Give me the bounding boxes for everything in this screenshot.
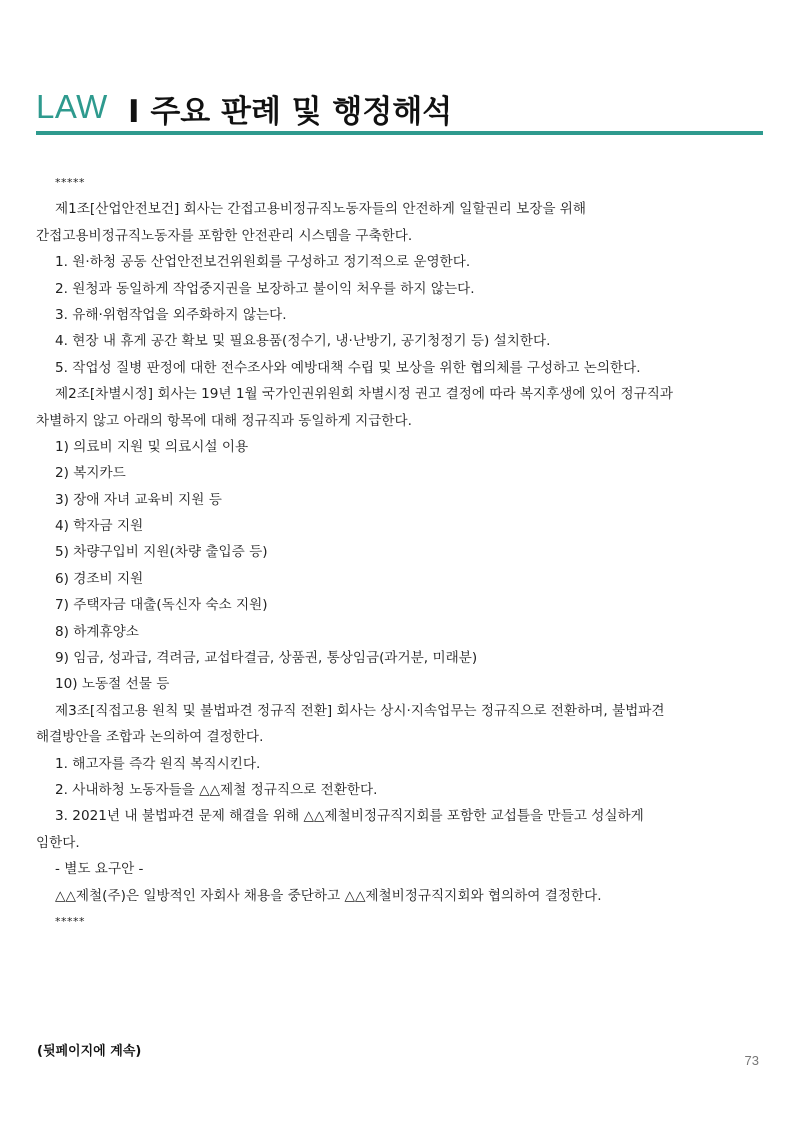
text-line: 2. 원청과 동일하게 작업중지권을 보장하고 불이익 처우를 하지 않는다.	[55, 280, 475, 297]
text-line: 제1조[산업안전보건] 회사는 간접고용비정규직노동자들의 안전하게 일할권리 보장을 위해	[55, 201, 587, 218]
text-line: 4) 학자금 지원	[55, 518, 144, 535]
page-number: 73	[744, 1053, 759, 1068]
text-line: 3. 유해·위험작업을 외주화하지 않는다.	[55, 306, 287, 323]
text-line: 2) 복지카드	[55, 465, 126, 482]
text-line: 임한다.	[36, 834, 80, 851]
document-body	[36, 170, 756, 935]
text-line: 5. 작업성 질병 판정에 대한 전수조사와 예방대책 수립 및 보상을 위한 협의체를 구성하고 논의한다.	[55, 359, 641, 376]
text-line: 10) 노동절 선물 등	[55, 676, 170, 693]
page-header	[36, 86, 762, 130]
continued-note: (뒷페이지에 계속)	[37, 1044, 142, 1059]
text-line: 9) 임금, 성과급, 격려금, 교섭타결금, 상품권, 통상임금(과거분, 미래분)	[55, 650, 478, 667]
text-line: 2. 사내하청 노동자들을 △△제철 정규직으로 전환한다.	[55, 781, 378, 798]
separator-stars: *****	[55, 914, 85, 928]
text-line: 4. 현장 내 휴게 공간 확보 및 필요용품(정수기, 냉·난방기, 공기청정기 등) 설치한다.	[55, 333, 551, 350]
text-line: 해결방안을 조합과 논의하여 결정한다.	[36, 729, 264, 746]
text-line: 제2조[차별시정] 회사는 19년 1월 국가인권위원회 차별시정 권고 결정에 따라 복지후생에 있어 정규직과	[55, 386, 673, 403]
header-divider	[36, 131, 763, 135]
page-title: I 주요 판례 및 행정해석	[128, 94, 453, 130]
text-line: 제3조[직접고용 원칙 및 불법파견 정규직 전환] 회사는 상시·지속업무는 정규직으로 전환하며, 불법파견	[55, 702, 665, 719]
text-line: 7) 주택자금 대출(독신자 숙소 지원)	[55, 597, 268, 614]
text-line: 3) 장애 자녀 교육비 지원 등	[55, 491, 222, 508]
text-line: 6) 경조비 지원	[55, 570, 144, 587]
text-line: 1) 의료비 지원 및 의료시설 이용	[55, 438, 249, 455]
text-line: △△제철(주)은 일방적인 자회사 채용을 중단하고 △△제철비정규직지회와 협의하여 결정한다.	[55, 887, 602, 904]
text-line: 3. 2021년 내 불법파견 문제 해결을 위해 △△제철비정규직지회를 포함한 교섭틀을 만들고 성실하게	[55, 808, 644, 825]
text-line: 차별하지 않고 아래의 항목에 대해 정규직과 동일하게 지급한다.	[36, 412, 412, 429]
text-line: 1. 원·하청 공동 산업안전보건위원회를 구성하고 정기적으로 운영한다.	[55, 254, 471, 271]
text-line: 1. 해고자를 즉각 원직 복직시킨다.	[55, 755, 261, 772]
text-line: 5) 차량구입비 지원(차량 출입증 등)	[55, 544, 268, 561]
text-line: 8) 하계휴양소	[55, 623, 139, 640]
text-line: 간접고용비정규직노동자를 포함한 안전관리 시스템을 구축한다.	[36, 227, 413, 244]
section-label: LAW	[36, 88, 108, 125]
text-line: - 별도 요구안 -	[55, 861, 144, 878]
separator-stars: *****	[55, 176, 85, 189]
